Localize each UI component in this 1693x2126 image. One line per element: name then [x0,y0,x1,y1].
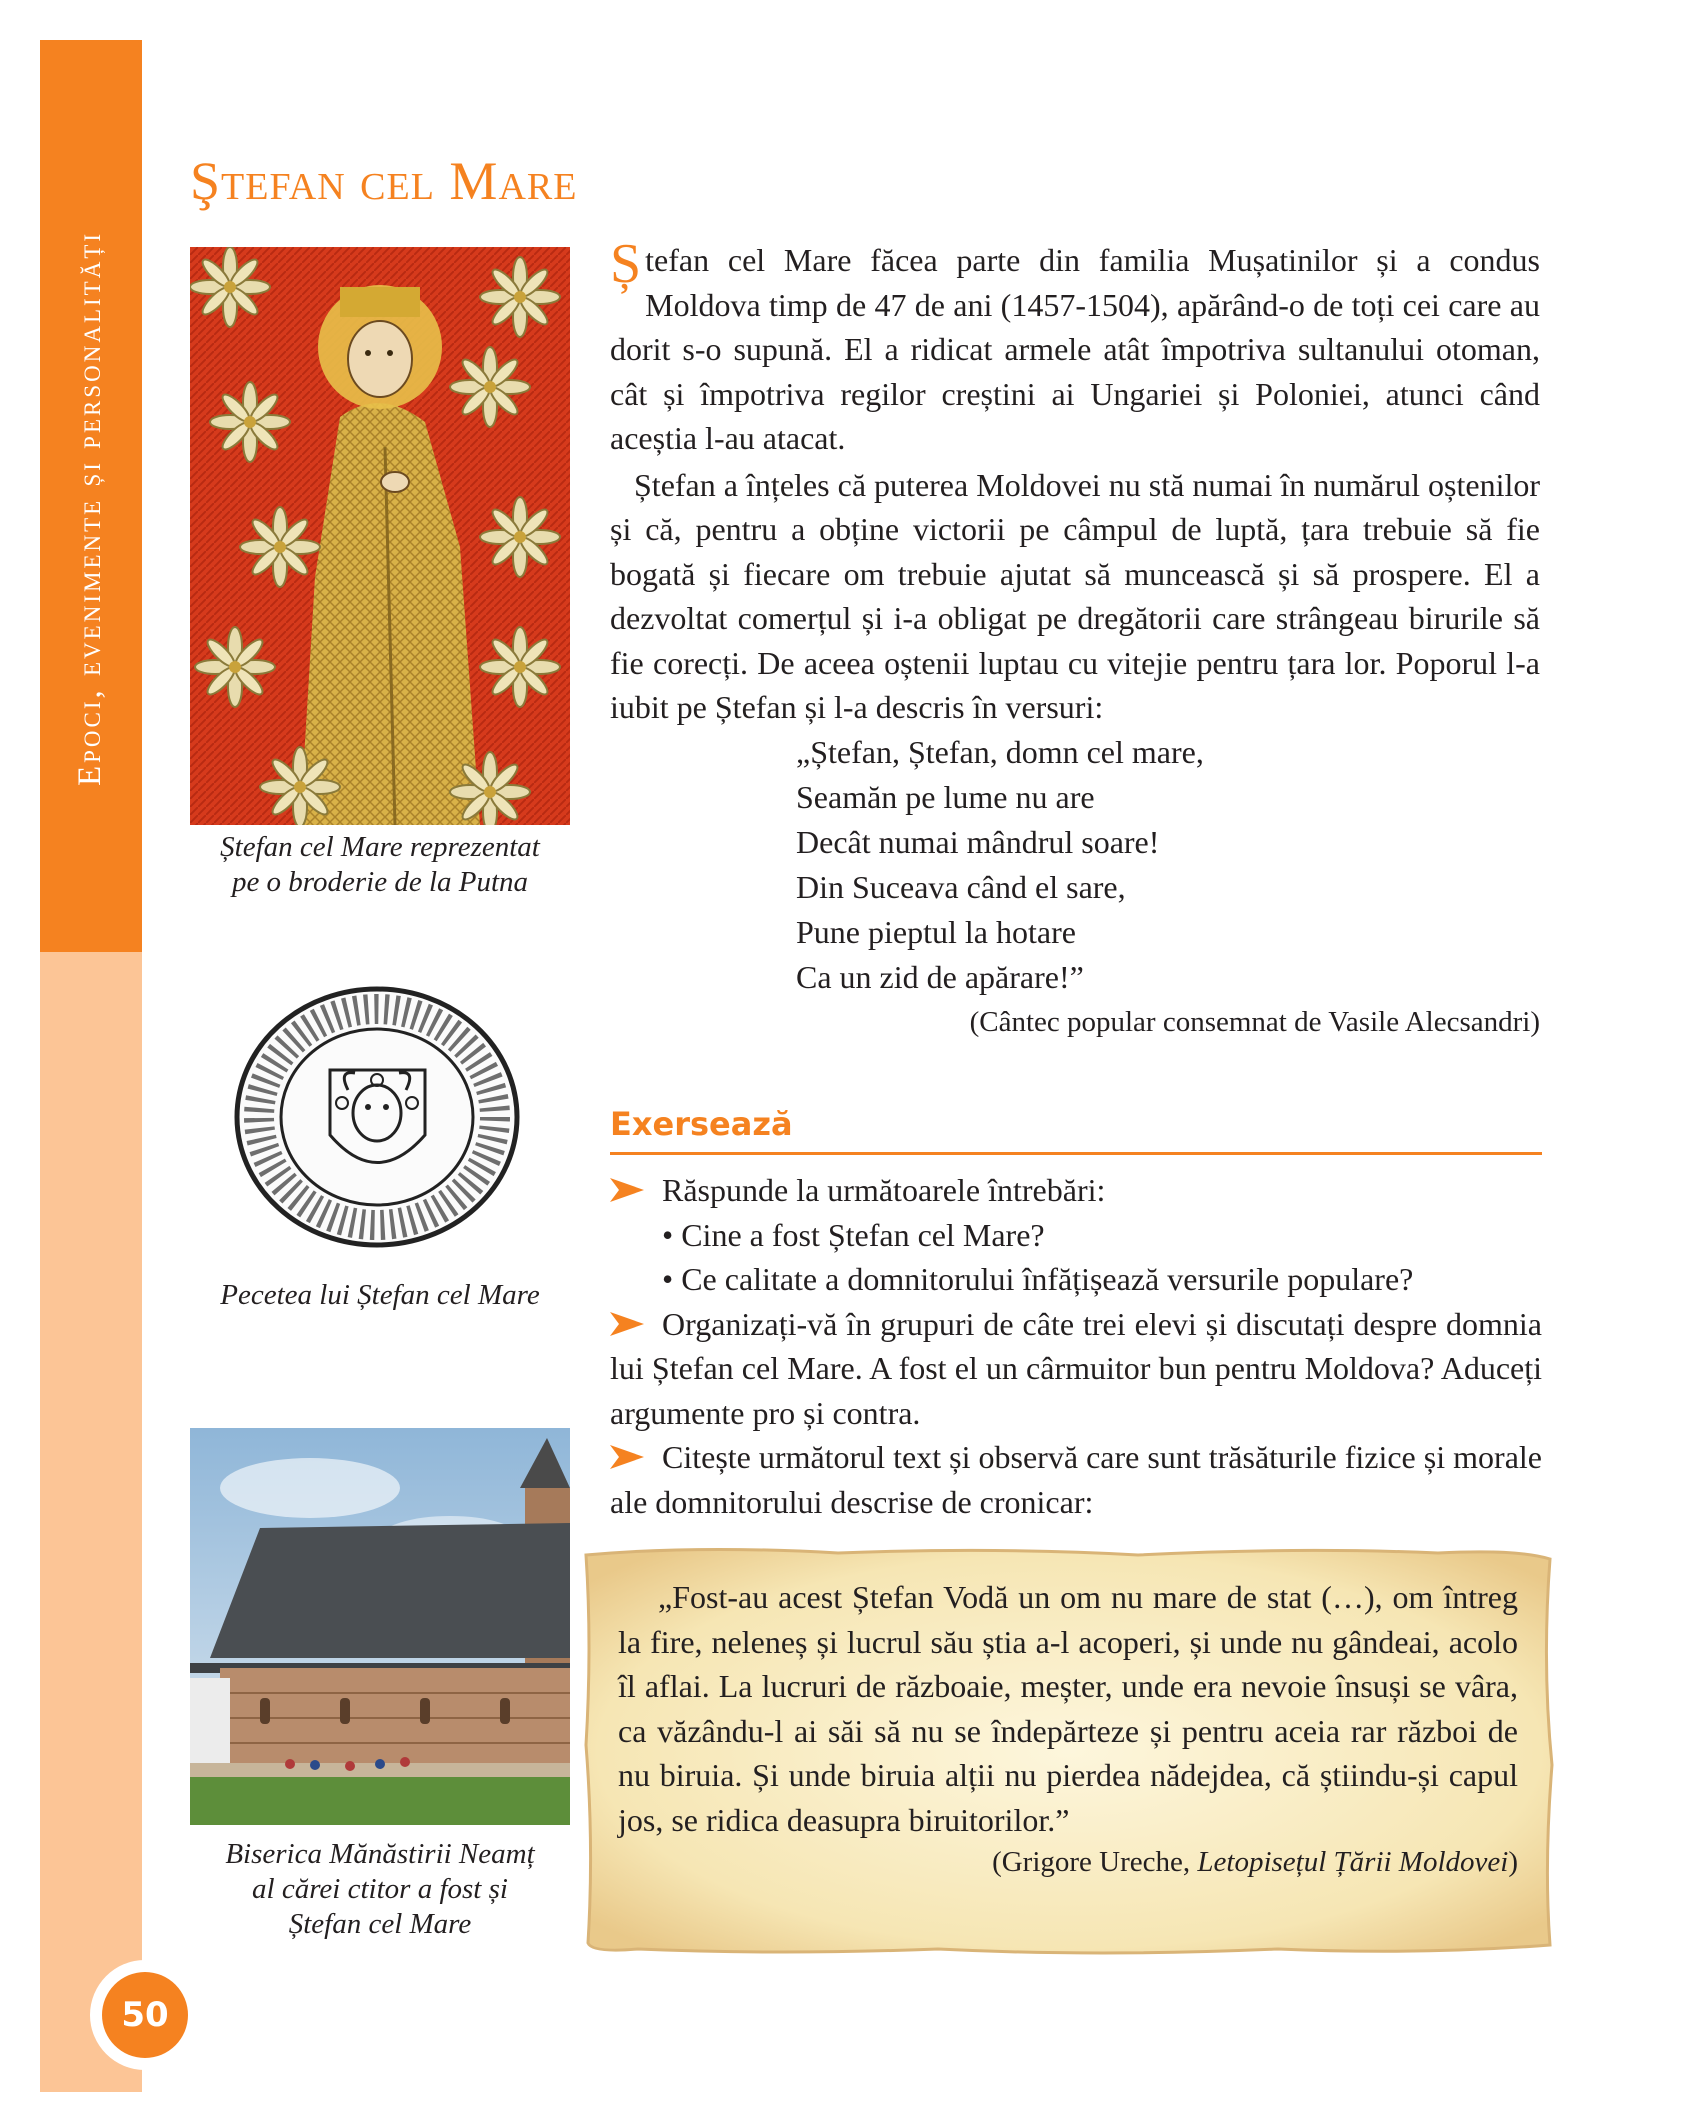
arrow-bullet-icon [610,1445,644,1469]
arrow-bullet-icon [610,1312,644,1336]
page-title: Ştefan cel Mare [190,151,578,211]
caption-line: Pecetea lui Ștefan cel Mare [220,1279,540,1311]
exercise-divider [610,1152,1542,1155]
church-image [190,1428,570,1825]
chronicle-quote [618,1575,1518,1882]
quote-source-end: ) [1508,1846,1518,1878]
caption-line: al cărei ctitor a fost și [252,1873,508,1905]
exercise-task-1 [610,1168,1542,1213]
question-2: • Ce calitate a domnitorului înfățișează versurile populare? [662,1261,1414,1297]
chronicle-quote-text: „Fost-au acest Ștefan Vodă un om nu mare de stat (…), om întreg la fire, neleneș și lucrul său știa a-l acoperi, și unde nu gândeai, acolo îl aflai. La lucruri de războaie, meșter, unde era nevoie însuși se vâra, ca văzându-l ai săi să nu se îndepărteze și pentru aceia rar război de nu biruia. Și unde biruia alții nu pierdea nădejdea, că știindu-și capul jos, se ridica deasupra biruitorilor.” [618,1579,1518,1838]
caption-line: pe o broderie de la Putna [231,866,529,898]
section-label [40,40,142,952]
caption-line: Ștefan cel Mare reprezentat [220,831,540,863]
verse-source: (Cântec popular consemnat de Vasile Alecsandri) [969,1005,1540,1038]
verse-line: „Ștefan, Ștefan, domn cel mare, [796,733,1204,770]
verse-line: Decât numai mândrul soare! [796,823,1160,860]
caption-line: Ștefan cel Mare [288,1908,472,1940]
intro-paragraph-1 [610,233,1540,461]
side-band-light [40,952,142,2092]
verse-line: Ca un zid de apărare!” [796,958,1084,995]
embroidery-image [190,247,570,825]
verse-line: Din Suceava când el sare, [796,868,1126,905]
exercise-task-1-text: Răspunde la următoarele întrebări: [662,1172,1106,1208]
exercise-task-3-text: Citește următorul text și observă care sunt trăsăturile fizice și morale ale domnitorului descrise de cronicar: [610,1439,1542,1520]
exercise-task-2 [610,1302,1542,1436]
page-number-badge [90,1960,200,2070]
verse-line: Seamăn pe lume nu are [796,778,1095,815]
question-1: • Cine a fost Ștefan cel Mare? [662,1216,1045,1253]
verse-line: Pune pieptul la hotare [796,913,1076,950]
intro-paragraph-1-text: tefan cel Mare făcea parte din familia Mușatinilor și a condus Moldova timp de 47 de ani (1457-1504), apărând-o de toți cei care au dorit s-o supună. El a ridicat armele atât împotriva sultanului otoman, cât și împotriva regilor creștini ai Ungariei și Poloniei, atunci când aceștia l-au atacat. [610,242,1540,456]
exercise-heading: Exersează [610,1105,793,1143]
quote-source [618,1842,1518,1882]
folk-verse [796,730,1540,1000]
caption-embroidery [170,830,590,900]
drop-cap: Ș [610,233,642,295]
caption-line: Biserica Mănăstirii Neamț [225,1838,535,1870]
exercise-list [610,1168,1542,1524]
seal-image [230,985,525,1250]
page-number: 50 [102,1972,188,2058]
caption-church [170,1837,590,1942]
intro-paragraph-2: Ștefan a înțeles că puterea Moldovei nu stă numai în numărul oștenilor și că, pentru a obține victorii pe câmpul de luptă, țara trebuie să fie bogată și fiecare om trebuie ajutat să muncească și să prospere. El a dezvoltat comerțul și i-a obligat pe dregătorii care strângeau birurile să fie corecți. De aceea oștenii luptau cu vitejie pentru țara lor. Poporul l-a iubit pe Ștefan și l-a descris în versuri: [610,466,1540,725]
quote-source-author: (Grigore Ureche, [992,1846,1198,1878]
quote-source-work: Letopisețul Țării Moldovei [1197,1846,1509,1878]
arrow-bullet-icon [610,1178,644,1202]
section-label-text: Epoci, evenimente și personalități [72,230,109,787]
caption-seal [170,1278,590,1313]
main-text [610,233,1540,1042]
exercise-task-2-text: Organizați-vă în grupuri de câte trei elevi și discutați despre domnia lui Ștefan cel Mare. A fost el un cârmuitor bun pentru Moldova? Aduceți argumente pro și contra. [610,1305,1542,1431]
exercise-task-3 [610,1435,1542,1524]
